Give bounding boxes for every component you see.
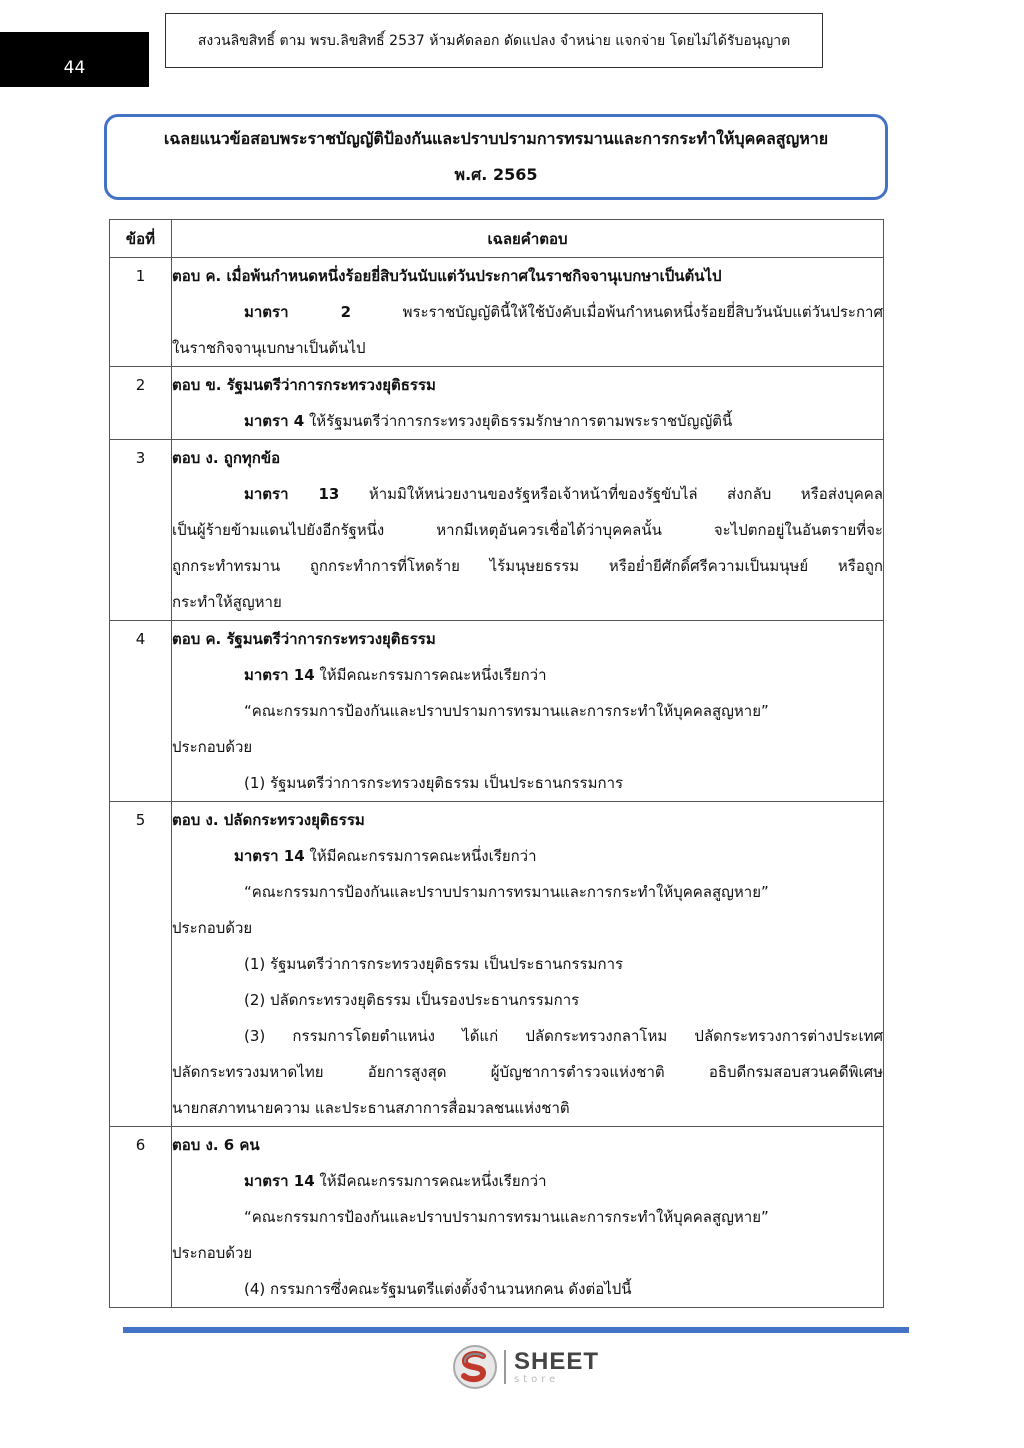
law-text: ให้รัฐมนตรีว่าการกระทรวงยุติธรรมรักษาการตามพระราชบัญญัตินี้	[304, 412, 733, 430]
law-item-line: (3) กรรมการโดยตำแหน่ง ได้แก่ ปลัดกระทรวงกลาโหม ปลัดกระทรวงการต่างประเทศ	[244, 1027, 883, 1045]
law-text-line: ประกอบด้วย	[172, 1244, 253, 1262]
law-line	[172, 657, 883, 693]
table-row	[110, 621, 884, 802]
answer-cell	[172, 367, 884, 440]
law-text-line: ประกอบด้วย	[172, 738, 253, 756]
answer-line: ตอบ ข. รัฐมนตรีว่าการกระทรวงยุติธรรม	[172, 376, 436, 394]
law-section: มาตรา 2	[244, 303, 352, 321]
question-number-text: 1	[135, 267, 146, 285]
table-row	[110, 1127, 884, 1308]
question-number	[110, 440, 172, 621]
document-title	[104, 114, 888, 200]
question-number	[110, 258, 172, 367]
law-item-line: (1) รัฐมนตรีว่าการกระทรวงยุติธรรม เป็นประธานกรรมการ	[244, 774, 624, 792]
law-section: มาตรา 14	[244, 1172, 315, 1190]
question-number	[110, 367, 172, 440]
law-line	[172, 1163, 883, 1199]
question-number-text: 3	[135, 449, 146, 467]
table-row	[110, 440, 884, 621]
law-line	[172, 838, 883, 874]
question-number	[110, 621, 172, 802]
law-item-line: (1) รัฐมนตรีว่าการกระทรวงยุติธรรม เป็นประธานกรรมการ	[244, 955, 624, 973]
law-text-line: กระทำให้สูญหาย	[172, 593, 282, 611]
law-text-line: นายกสภาทนายความ และประธานสภาการสื่อมวลชนแห่งชาติ	[172, 1099, 570, 1117]
question-number-text: 5	[135, 811, 146, 829]
header-question-number: ข้อที่	[110, 220, 172, 258]
page-number: 44	[0, 32, 149, 87]
table-row	[110, 802, 884, 1127]
table-header-row	[110, 220, 884, 258]
question-number-text: 6	[135, 1136, 146, 1154]
law-line	[172, 476, 883, 512]
law-text-line: ประกอบด้วย	[172, 919, 253, 937]
law-item-line: (2) ปลัดกระทรวงยุติธรรม เป็นรองประธานกรรมการ	[244, 991, 580, 1009]
law-text-line: ถูกกระทำทรมาน ถูกกระทำการที่โหดร้าย ไร้มนุษยธรรม หรือย่ำยีศักดิ์ศรีความเป็นมนุษย์ หรือถูก	[172, 557, 883, 575]
sheet-store-s-logo-icon	[452, 1344, 498, 1390]
law-text: ให้มีคณะกรรมการคณะหนึ่งเรียกว่า	[314, 1172, 547, 1190]
answer-cell	[172, 621, 884, 802]
question-number-text: 4	[135, 630, 146, 648]
logo-text	[514, 1347, 600, 1385]
law-section: มาตรา 14	[244, 666, 315, 684]
law-text-line: ปลัดกระทรวงมหาดไทย อัยการสูงสุด ผู้บัญชาการตำรวจแห่งชาติ อธิบดีกรมสอบสวนคดีพิเศษ	[172, 1063, 883, 1081]
committee-name-line: “คณะกรรมการป้องกันและปราบปรามการทรมานและการกระทำให้บุคคลสูญหาย”	[244, 1208, 769, 1226]
answer-line: ตอบ ง. 6 คน	[172, 1136, 260, 1154]
logo-subtitle: store	[514, 1373, 560, 1385]
committee-name-line: “คณะกรรมการป้องกันและปราบปรามการทรมานและการกระทำให้บุคคลสูญหาย”	[244, 702, 769, 720]
law-text: พระราชบัญญัตินี้ให้ใช้บังคับเมื่อพ้นกำหนดหนึ่งร้อยยี่สิบวันนับแต่วันประกาศ	[351, 303, 883, 321]
answer-line: ตอบ ค. รัฐมนตรีว่าการกระทรวงยุติธรรม	[172, 630, 436, 648]
copyright-notice: สงวนลิขสิทธิ์ ตาม พรบ.ลิขสิทธิ์ 2537 ห้ามคัดลอก ดัดแปลง จำหน่าย แจกจ่าย โดยไม่ได้รับอนุญาต	[165, 13, 823, 68]
law-text: ให้มีคณะกรรมการคณะหนึ่งเรียกว่า	[314, 666, 547, 684]
table-row	[110, 367, 884, 440]
law-section: มาตรา 4	[244, 412, 305, 430]
title-line-2: พ.ศ. 2565	[454, 165, 538, 184]
law-section: มาตรา 13	[244, 485, 340, 503]
answer-cell	[172, 258, 884, 367]
law-text-line: เป็นผู้ร้ายข้ามแดนไปยังอีกรัฐหนึ่ง หากมีเหตุอันควรเชื่อได้ว่าบุคคลนั้น จะไปตกอยู่ในอันตรายที่จะ	[172, 521, 883, 539]
answer-line: ตอบ ง. ปลัดกระทรวงยุติธรรม	[172, 811, 365, 829]
footer-divider	[123, 1327, 909, 1333]
question-number	[110, 802, 172, 1127]
law-text: ห้ามมิให้หน่วยงานของรัฐหรือเจ้าหน้าที่ของรัฐขับไล่ ส่งกลับ หรือส่งบุคคล	[339, 485, 883, 503]
answer-line: ตอบ ค. เมื่อพ้นกำหนดหนึ่งร้อยยี่สิบวันนับแต่วันประกาศในราชกิจจานุเบกษาเป็นต้นไป	[172, 267, 722, 285]
table-row	[110, 258, 884, 367]
answer-line: ตอบ ง. ถูกทุกข้อ	[172, 449, 281, 467]
title-line-1: เฉลยแนวข้อสอบพระราชบัญญัติป้องกันและปราบปรามการทรมานและการกระทำให้บุคคลสูญหาย	[163, 129, 829, 148]
sheet-store-logo	[452, 1344, 599, 1390]
question-number-text: 2	[135, 376, 146, 394]
law-line	[172, 403, 883, 439]
law-section: มาตรา 14	[234, 847, 305, 865]
answer-cell	[172, 440, 884, 621]
answer-cell	[172, 1127, 884, 1308]
header-answer: เฉลยคำตอบ	[172, 220, 884, 258]
logo-name: SHEET	[514, 1347, 600, 1375]
committee-name-line: “คณะกรรมการป้องกันและปราบปรามการทรมานและการกระทำให้บุคคลสูญหาย”	[244, 883, 769, 901]
law-item-line: (4) กรรมการซึ่งคณะรัฐมนตรีแต่งตั้งจำนวนหกคน ดังต่อไปนี้	[244, 1280, 632, 1298]
answer-cell	[172, 802, 884, 1127]
answer-table	[109, 219, 884, 1308]
logo-separator	[504, 1350, 506, 1384]
law-text: ให้มีคณะกรรมการคณะหนึ่งเรียกว่า	[304, 847, 537, 865]
question-number	[110, 1127, 172, 1308]
law-text-line: ในราชกิจจานุเบกษาเป็นต้นไป	[172, 339, 366, 357]
law-line	[172, 294, 883, 330]
